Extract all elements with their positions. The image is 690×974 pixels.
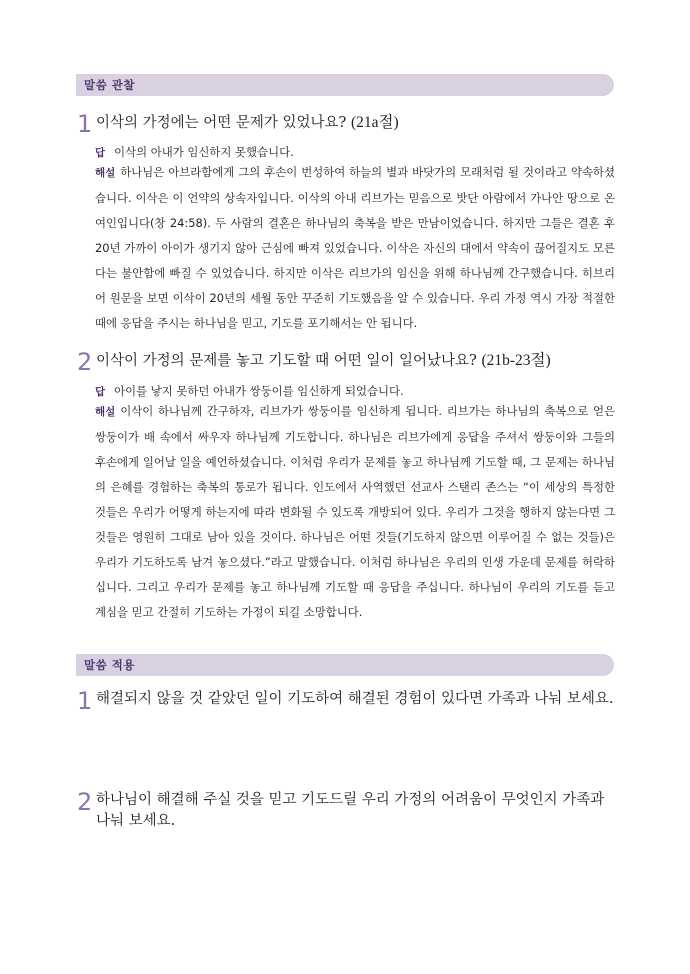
explanation-tag: 해설 xyxy=(95,406,116,418)
scripture-reference: (21b-23절) xyxy=(481,352,551,369)
section-header-label: 말씀 관찰 xyxy=(84,78,135,92)
answer-line xyxy=(95,383,404,400)
question-number: 1 xyxy=(77,687,93,715)
explanation-text: 이삭이 하나님께 간구하자, 리브가가 쌍둥이를 임신하게 됩니다. 리브가는 하나님의 축복으로 얻은 쌍둥이가 배 속에서 싸우자 하나님께 기도합니다. 하나님은 리브가에게 응답을 주셔서 쌍둥이와 그들의 후손에게 일어날 일을 예언하셨습니다. 이처럼 우리가 문제를 놓고 하나님께 기도할 때, 그 문제는 하나님의 은혜를 경험하는 축복의 통로가 됩니다. 인도에서 사역했던 선교사 스탠리 존스는 “이 세상의 특정한 것들은 우리가 어떻게 하는지에 따라 변화될 수 있도록 개방되어 있다. 우리가 그것을 행하지 않는다면 그것들은 영원히 그대로 남아 있을 것이다. 하나님은 어떤 것들(기도하지 않으면 이루어질 수 없는 것들)은 우리가 기도하도록 남겨 놓으셨다.”라고 말했습니다. 이처럼 하나님은 우리의 인생 가운데 문제를 허락하십니다. 그리고 우리가 문제를 놓고 하나님께 기도할 때 응답을 주십니다. 하나님이 우리의 기도를 듣고 계심을 믿고 간절히 기도하는 가정이 되길 소망합니다. xyxy=(95,404,615,619)
explanation-tag: 해설 xyxy=(95,167,116,179)
answer-text: 아이를 낳지 못하던 아내가 쌍둥이를 임신하게 되었습니다. xyxy=(114,384,404,398)
question-text-main: 이삭이 가정의 문제를 놓고 기도할 때 어떤 일이 일어났나요? xyxy=(96,353,477,369)
answer-line xyxy=(95,144,294,161)
answer-tag: 답 xyxy=(95,386,106,398)
question-text: 해결되지 않을 것 같았던 일이 기도하여 해결된 경험이 있다면 가족과 나눠 보세요. xyxy=(96,691,614,707)
section-header-application xyxy=(76,654,614,676)
explanation-paragraph xyxy=(95,399,615,625)
answer-text: 이삭의 아내가 임신하지 못했습니다. xyxy=(114,145,294,159)
question-number: 2 xyxy=(77,788,93,816)
section-header-label: 말씀 적용 xyxy=(84,658,135,672)
answer-tag: 답 xyxy=(95,147,106,159)
question-text: 하나님이 해결해 주실 것을 믿고 기도드릴 우리 가정의 어려움이 무엇인지 가족과 나눠 보세요. xyxy=(96,792,605,829)
section-header-observation xyxy=(76,74,614,96)
question-text xyxy=(96,350,616,372)
question-number: 2 xyxy=(77,348,93,376)
question-text-main: 이삭의 가정에는 어떤 문제가 있었나요? xyxy=(96,115,347,131)
question-number: 1 xyxy=(77,110,93,138)
explanation-text: 하나님은 아브라함에게 그의 후손이 번성하여 하늘의 별과 바닷가의 모래처럼 될 것이라고 약속하셨습니다. 이삭은 이 언약의 상속자입니다. 이삭의 아내 리브가는 믿음으로 밧단 아람에서 가나안 땅으로 온 여인입니다(창 24:58). 두 사람의 결혼은 하나님의 축복을 받은 만남이었습니다. 하지만 그들은 결혼 후 20년 가까이 아이가 생기지 않아 근심에 빠져 있었습니다. 이삭은 자신의 대에서 약속이 끊어질지도 모른다는 불안함에 빠질 수 있었습니다. 하지만 이삭은 리브가의 임신을 위해 하나님께 간구했습니다. 히브리어 원문을 보면 이삭이 20년의 세월 동안 꾸준히 기도했음을 알 수 있습니다. 우리 가정 역시 가장 적절한 때에 응답을 주시는 하나님을 믿고, 기도를 포기해서는 안 됩니다. xyxy=(95,165,615,330)
explanation-paragraph xyxy=(95,160,615,336)
question-text xyxy=(96,112,596,134)
scripture-reference: (21a절) xyxy=(350,114,399,131)
